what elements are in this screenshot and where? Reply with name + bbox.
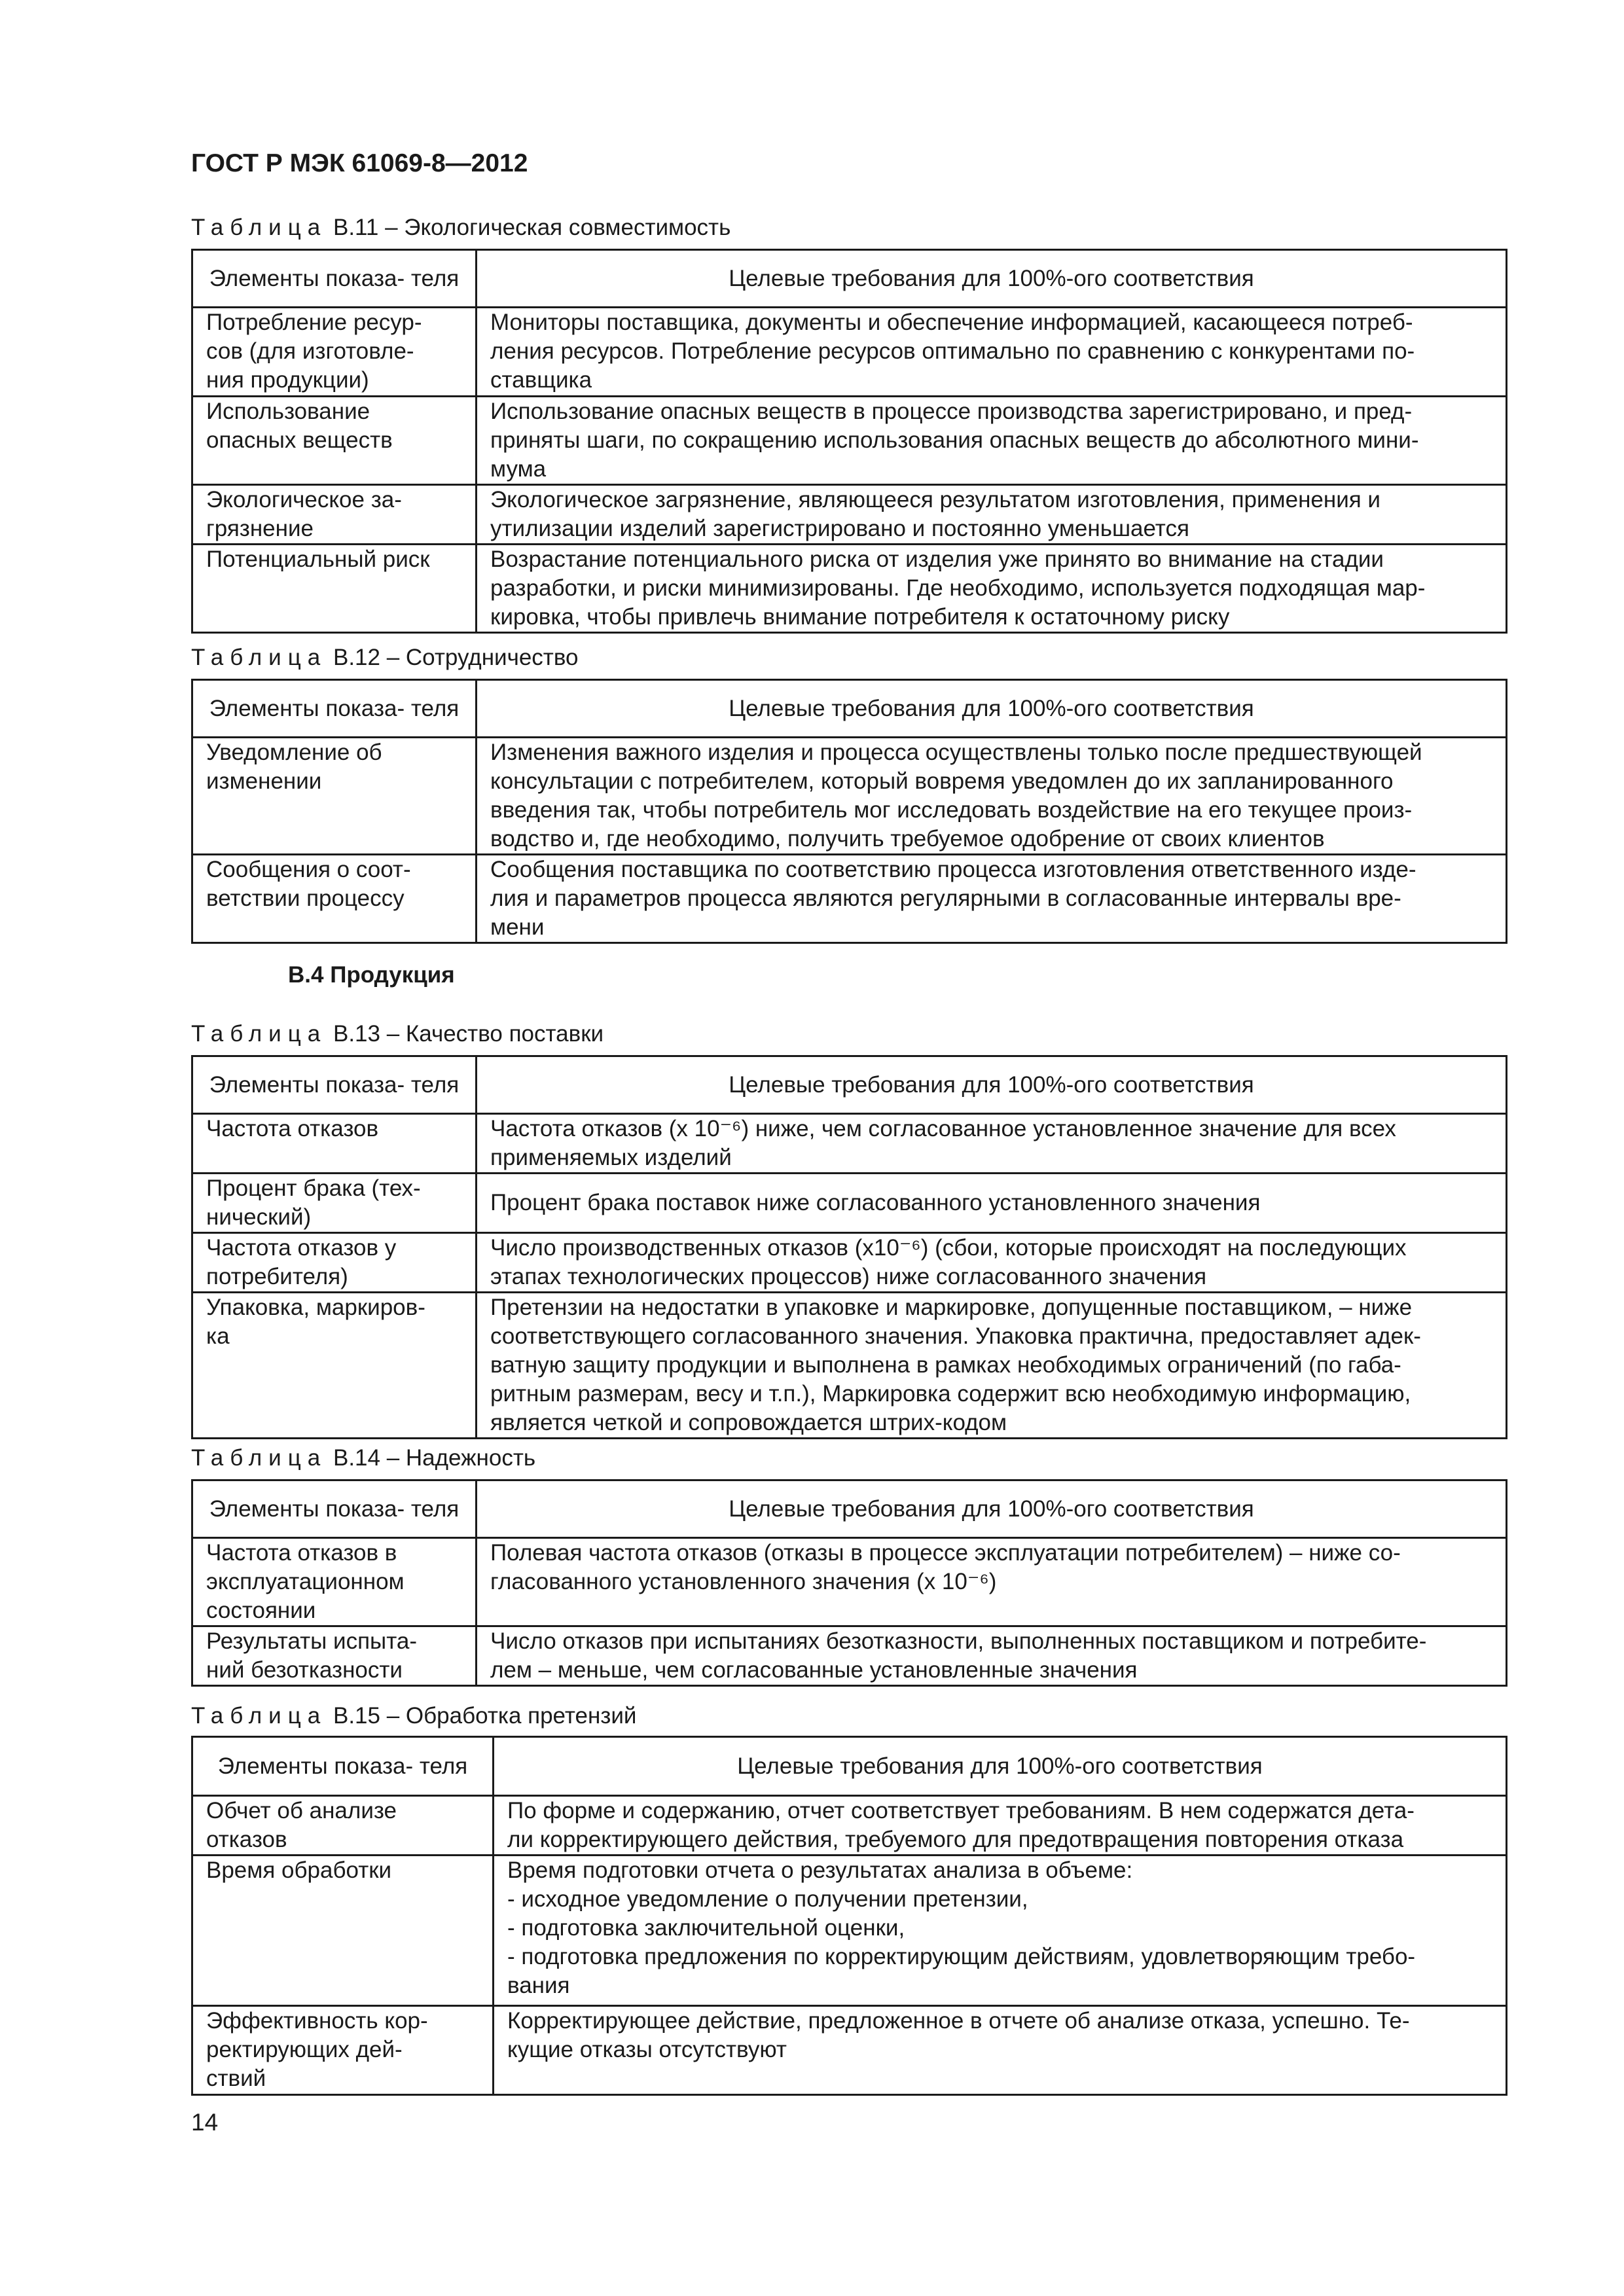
table-caption-b15	[191, 1703, 636, 1729]
header-elements: Элементы показа- теля	[192, 1737, 494, 1796]
caption-title: В.14 – Надежность	[333, 1445, 536, 1471]
header-elements: Элементы показа- теля	[192, 1480, 477, 1538]
row-name: Потенциальный риск	[192, 545, 477, 633]
row-name: Обчет об анализе отказов	[192, 1796, 494, 1856]
row-text: Полевая частота отказов (отказы в процессе эксплуатации потребителем) – ниже со- гласованного установленного значения (х 10⁻⁶)	[477, 1538, 1507, 1626]
table-row	[192, 485, 1507, 545]
row-text: Мониторы поставщика, документы и обеспечение информацией, касающееся потреб- ления ресурсов. Потребление ресурсов оптимально по сравнению с конкурентами по- ставщика	[477, 308, 1507, 397]
table-b11	[191, 249, 1507, 634]
table-row	[192, 1626, 1507, 1686]
table-row	[192, 1856, 1507, 2006]
row-name: Уведомление об изменении	[192, 738, 477, 855]
row-name: Время обработки	[192, 1856, 494, 2006]
row-name: Процент брака (тех- нический)	[192, 1174, 477, 1233]
table-row	[192, 545, 1507, 633]
header-requirements: Целевые требования для 100%-ого соответствия	[494, 1737, 1507, 1796]
row-name: Упаковка, маркиров- ка	[192, 1293, 477, 1439]
caption-word: Таблица	[191, 215, 327, 240]
row-text: Время подготовки отчета о результатах анализа в объеме: - исходное уведомление о получении претензии, - подготовка заключительной оценки, - подготовка предложения по корректирующим действиям, удовлетворяющим требо- вания	[494, 1856, 1507, 2006]
header-elements: Элементы показа- теля	[192, 250, 477, 308]
table-row	[192, 2006, 1507, 2095]
table-row	[192, 1538, 1507, 1626]
caption-word: Таблица	[191, 1445, 327, 1471]
header-requirements: Целевые требования для 100%-ого соответствия	[477, 1056, 1507, 1114]
table-row	[192, 1233, 1507, 1293]
table-row	[192, 1796, 1507, 1856]
header-requirements: Целевые требования для 100%-ого соответствия	[477, 680, 1507, 738]
row-name: Потребление ресур- сов (для изготовле- ния продукции)	[192, 308, 477, 397]
caption-word: Таблица	[191, 645, 327, 670]
header-elements: Элементы показа- теля	[192, 680, 477, 738]
caption-title: В.12 – Сотрудничество	[333, 645, 579, 670]
table-row	[192, 1293, 1507, 1439]
row-text: Претензии на недостатки в упаковке и маркировке, допущенные поставщиком, – ниже соответствующего согласованного значения. Упаковка практична, предоставляет адек- ватную защиту продукции и выполнена в рамках необходимых ограничений (по габа- ритным размерам, весу и т.п.), Маркировка содержит всю необходимую информацию, является четкой и сопровождается штрих-кодом	[477, 1293, 1507, 1439]
caption-word: Таблица	[191, 1703, 327, 1729]
row-text: Число производственных отказов (х10⁻⁶) (сбои, которые происходят на последующих этапах технологических процессов) ниже согласованного значения	[477, 1233, 1507, 1293]
row-text: Экологическое загрязнение, являющееся результатом изготовления, применения и утилизации изделий зарегистрировано и постоянно уменьшается	[477, 485, 1507, 545]
caption-title: В.13 – Качество поставки	[333, 1021, 604, 1047]
header-requirements: Целевые требования для 100%-ого соответствия	[477, 1480, 1507, 1538]
row-text: Процент брака поставок ниже согласованного установленного значения	[477, 1174, 1507, 1233]
table-caption-b11	[191, 215, 731, 241]
row-name: Частота отказов у потребителя)	[192, 1233, 477, 1293]
row-text: Изменения важного изделия и процесса осуществлены только после предшествующей консультации с потребителем, который вовремя уведомлен до их запланированного введения так, чтобы потребитель мог исследовать воздействие на его текущее произ- водство и, где необходимо, получить требуемое одобрение от своих клиентов	[477, 738, 1507, 855]
table-header-row	[192, 1480, 1507, 1538]
row-name: Сообщения о соот- ветствии процессу	[192, 855, 477, 943]
table-b13	[191, 1055, 1507, 1439]
row-name: Частота отказов	[192, 1114, 477, 1174]
page-number: 14	[191, 2109, 219, 2136]
table-b12	[191, 679, 1507, 944]
row-text: По форме и содержанию, отчет соответствует требованиям. В нем содержатся дета- ли корректирующего действия, требуемого для предотвращения повторения отказа	[494, 1796, 1507, 1856]
table-b15	[191, 1736, 1507, 2096]
table-caption-b14	[191, 1445, 535, 1471]
table-header-row	[192, 1737, 1507, 1796]
row-name: Использование опасных веществ	[192, 397, 477, 485]
row-name: Частота отказов в эксплуатационном состоянии	[192, 1538, 477, 1626]
row-name: Экологическое за- грязнение	[192, 485, 477, 545]
caption-title: В.15 – Обработка претензий	[333, 1703, 637, 1729]
header-requirements: Целевые требования для 100%-ого соответствия	[477, 250, 1507, 308]
row-text: Использование опасных веществ в процессе производства зарегистрировано, и пред- приняты шаги, по сокращению использования опасных веществ до абсолютного мини- мума	[477, 397, 1507, 485]
table-header-row	[192, 680, 1507, 738]
table-row	[192, 1174, 1507, 1233]
table-b14	[191, 1479, 1507, 1687]
section-heading: В.4 Продукция	[288, 962, 455, 988]
table-row	[192, 1114, 1507, 1174]
caption-word: Таблица	[191, 1021, 327, 1047]
table-caption-b12	[191, 645, 579, 671]
table-row	[192, 738, 1507, 855]
caption-title: В.11 – Экологическая совместимость	[333, 215, 731, 240]
table-row	[192, 855, 1507, 943]
row-text: Число отказов при испытаниях безотказности, выполненных поставщиком и потребите- лем – меньше, чем согласованные установленные значения	[477, 1626, 1507, 1686]
table-header-row	[192, 1056, 1507, 1114]
table-caption-b13	[191, 1021, 604, 1047]
table-header-row	[192, 250, 1507, 308]
row-text: Корректирующее действие, предложенное в отчете об анализе отказа, успешно. Те- кущие отказы отсутствуют	[494, 2006, 1507, 2095]
row-name: Эффективность кор- ректирующих дей- ствий	[192, 2006, 494, 2095]
header-elements: Элементы показа- теля	[192, 1056, 477, 1114]
table-row	[192, 308, 1507, 397]
row-text: Возрастание потенциального риска от изделия уже принято во внимание на стадии разработки, и риски минимизированы. Где необходимо, используется подходящая мар- кировка, чтобы привлечь внимание потребителя к остаточному риску	[477, 545, 1507, 633]
table-row	[192, 397, 1507, 485]
row-text: Частота отказов (х 10⁻⁶) ниже, чем согласованное установленное значение для всех применяемых изделий	[477, 1114, 1507, 1174]
document-header: ГОСТ Р МЭК 61069-8—2012	[191, 149, 528, 177]
row-text: Сообщения поставщика по соответствию процесса изготовления ответственного изде- лия и параметров процесса являются регулярными в согласованные интервалы вре- мени	[477, 855, 1507, 943]
row-name: Результаты испыта- ний безотказности	[192, 1626, 477, 1686]
